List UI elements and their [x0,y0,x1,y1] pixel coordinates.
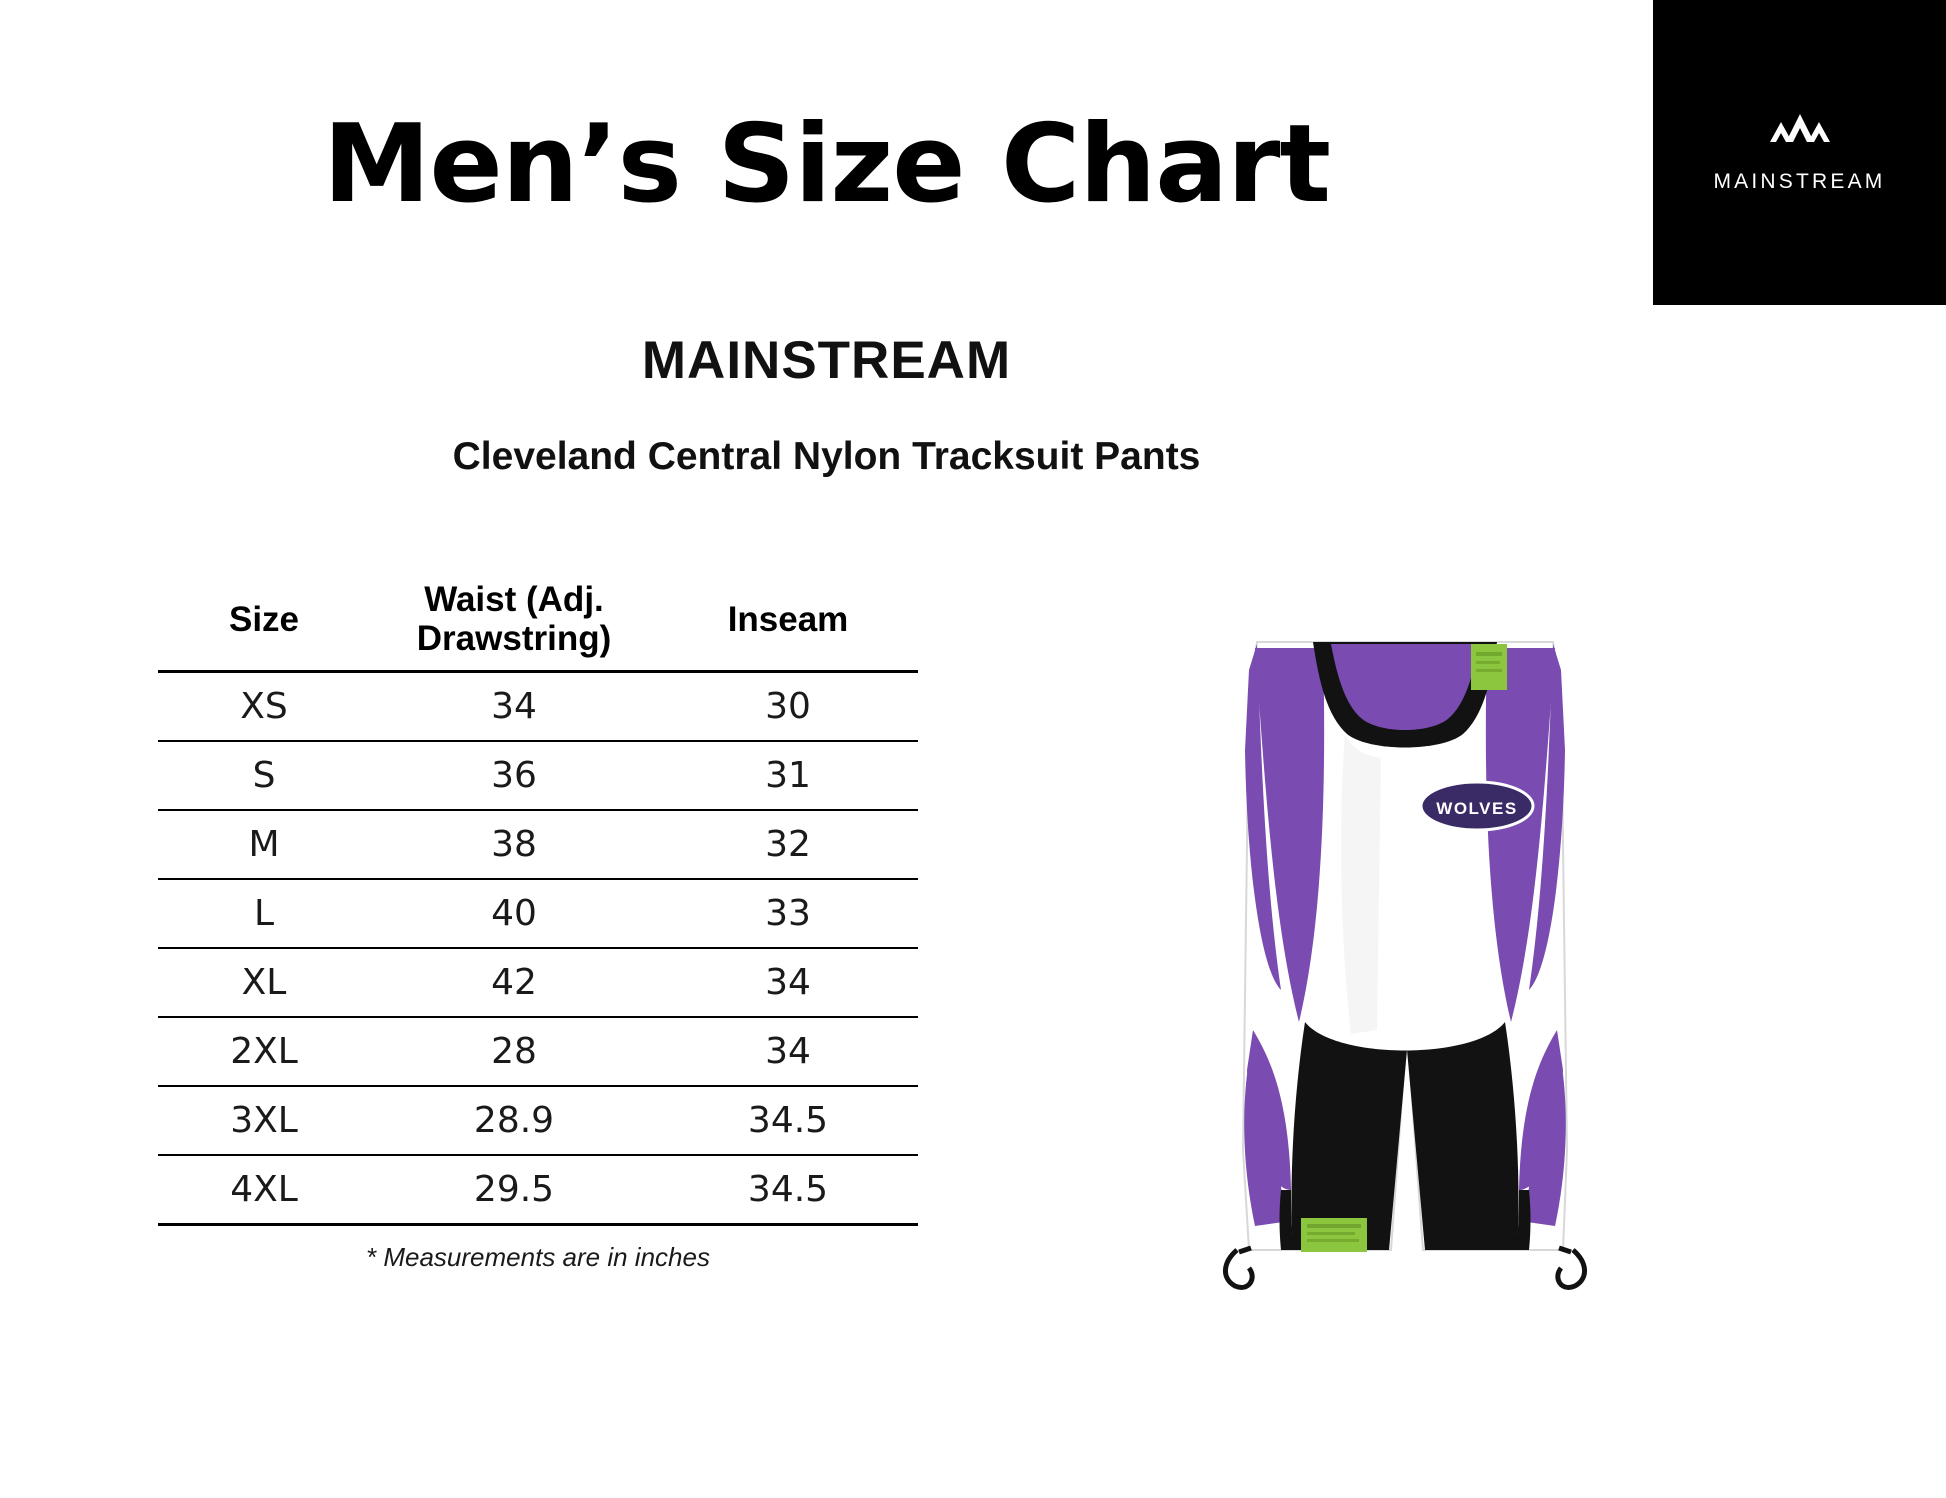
page-title: Men’s Size Chart [323,102,1330,227]
size-chart-table [158,580,918,1226]
table-row [158,1086,918,1155]
table-row [158,1017,918,1086]
cell-size: 3XL [158,1086,370,1155]
cell-size: XL [158,948,370,1017]
cell-size: 4XL [158,1155,370,1225]
cell-waist: 29.5 [370,1155,658,1225]
cell-inseam: 33 [658,879,918,948]
cell-waist: 28 [370,1017,658,1086]
column-header-waist: Waist (Adj. Drawstring) [416,580,612,659]
table-row [158,879,918,948]
mountain-logo-icon [1757,112,1843,156]
brand-badge [1653,0,1946,305]
table-body [158,672,918,1225]
cell-waist: 42 [370,948,658,1017]
cell-inseam: 30 [658,672,918,742]
cell-waist: 34 [370,672,658,742]
cell-inseam: 34 [658,948,918,1017]
brand-badge-name: MAINSTREAM [1713,169,1886,193]
patch-label: WOLVES [1436,799,1518,818]
cell-size: M [158,810,370,879]
cell-inseam: 31 [658,741,918,810]
tracksuit-pants-photo [1195,630,1615,1310]
cell-inseam: 34.5 [658,1155,918,1225]
cell-waist: 38 [370,810,658,879]
brand-subtitle: MAINSTREAM [641,331,1012,390]
cell-waist: 40 [370,879,658,948]
cell-waist: 28.9 [370,1086,658,1155]
table-head [158,580,918,672]
cell-inseam: 34 [658,1017,918,1086]
column-header-inseam: Inseam [727,599,849,639]
cell-inseam: 32 [658,810,918,879]
cell-size: 2XL [158,1017,370,1086]
size-chart-table-container [158,580,918,1273]
cell-size: S [158,741,370,810]
table-row [158,741,918,810]
table-row [158,1155,918,1225]
cell-size: L [158,879,370,948]
measurement-footnote: * Measurements are in inches [366,1242,710,1273]
column-header-size: Size [228,599,300,639]
cell-size: XS [158,672,370,742]
product-subtitle: Cleveland Central Nylon Tracksuit Pants [452,435,1201,478]
table-row [158,810,918,879]
cell-inseam: 34.5 [658,1086,918,1155]
table-row [158,948,918,1017]
table-header-row [158,580,918,672]
table-row [158,672,918,742]
cell-waist: 36 [370,741,658,810]
